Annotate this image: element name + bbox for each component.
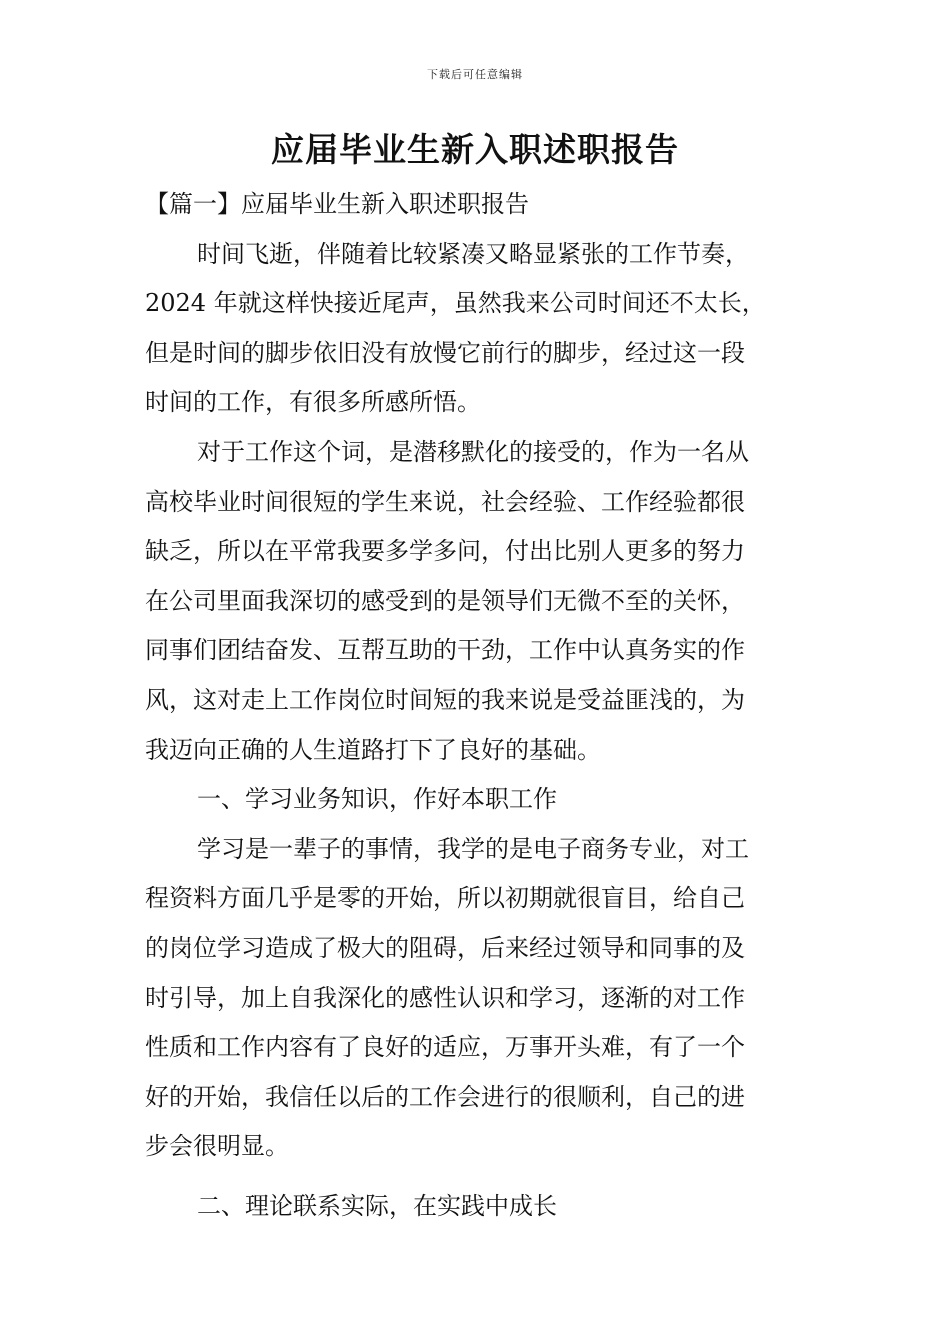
paragraph-line: 时引导，加上自我深化的感性认识和学习，逐渐的对工作 xyxy=(145,983,745,1012)
paragraph-line: 学习是一辈子的事情，我学的是电子商务专业，对工 xyxy=(197,834,749,863)
paragraph-line: 风，这对走上工作岗位时间短的我来说是受益匪浅的，为 xyxy=(145,685,745,714)
paragraph-line: 性质和工作内容有了良好的适应，万事开头难，有了一个 xyxy=(145,1033,745,1062)
paragraph-line: 高校毕业时间很短的学生来说，社会经验、工作经验都很 xyxy=(145,487,745,516)
document-title: 应届毕业生新入职述职报告 xyxy=(271,130,679,169)
section-heading-part-one: 【篇一】应届毕业生新入职述职报告 xyxy=(145,190,529,218)
paragraph-line: 时间的工作，有很多所感所悟。 xyxy=(145,388,481,417)
paragraph-line: 好的开始，我信任以后的工作会进行的很顺利，自己的进 xyxy=(145,1082,745,1111)
paragraph-line: 程资料方面几乎是零的开始，所以初期就很盲目，给自己 xyxy=(145,884,745,913)
paragraph-line: 缺乏，所以在平常我要多学多问，付出比别人更多的努力 xyxy=(145,537,745,566)
spacer xyxy=(145,1172,825,1182)
paragraph-line: 时间飞逝，伴随着比较紧凑又略显紧张的工作节奏， xyxy=(197,239,749,268)
document-body xyxy=(145,180,825,1231)
subsection-heading-one: 一、学习业务知识，作好本职工作 xyxy=(197,785,557,814)
paragraph-line: 的岗位学习造成了极大的阻碍，后来经过领导和同事的及 xyxy=(145,933,745,962)
paragraph-line: 在公司里面我深切的感受到的是领导们无微不至的关怀， xyxy=(145,586,745,615)
paragraph-line: 同事们团结奋发、互帮互助的干劲，工作中认真务实的作 xyxy=(145,636,745,665)
header-note: 下载后可任意编辑 xyxy=(427,68,523,81)
subsection-heading-two: 二、理论联系实际，在实践中成长 xyxy=(197,1191,557,1220)
paragraph-line: 但是时间的脚步依旧没有放慢它前行的脚步，经过这一段 xyxy=(145,338,745,367)
paragraph-line: 对于工作这个词，是潜移默化的接受的，作为一名从 xyxy=(197,437,749,466)
paragraph-line: 我迈向正确的人生道路打下了良好的基础。 xyxy=(145,735,601,764)
paragraph-line: 2024 年就这样快接近尾声，虽然我来公司时间还不太长， xyxy=(145,289,766,318)
paragraph-line: 步会很明显。 xyxy=(145,1132,289,1161)
